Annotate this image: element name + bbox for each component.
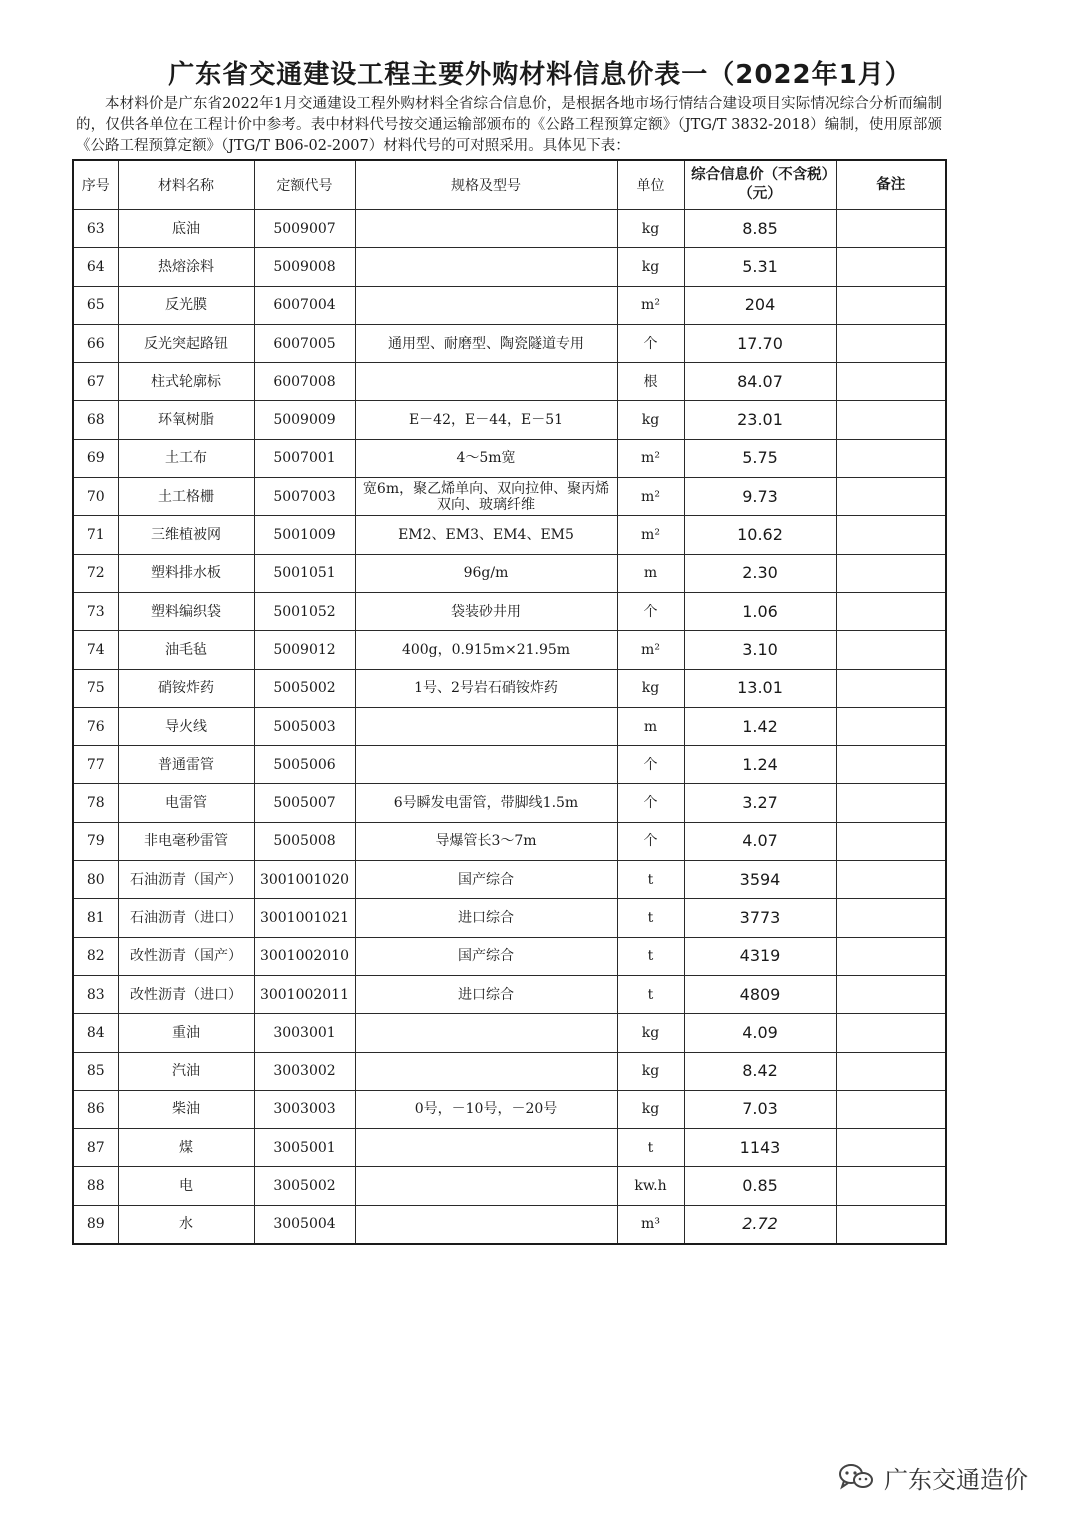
header-code: 定额代号: [254, 160, 355, 210]
cell-no: 73: [73, 592, 118, 630]
cell-unit: t: [617, 937, 684, 975]
cell-remark: [836, 554, 946, 592]
cell-spec: 4～5m宽: [355, 439, 617, 477]
cell-name: 土工格栅: [118, 478, 254, 516]
cell-remark: [836, 631, 946, 669]
cell-no: 68: [73, 401, 118, 439]
cell-spec: 6号瞬发电雷管，带脚线1.5m: [355, 784, 617, 822]
cell-unit: 个: [617, 784, 684, 822]
cell-code: 5009009: [254, 401, 355, 439]
cell-name: 环氧树脂: [118, 401, 254, 439]
cell-name: 水: [118, 1205, 254, 1244]
price-table: [72, 159, 947, 1245]
cell-remark: [836, 478, 946, 516]
cell-remark: [836, 439, 946, 477]
cell-remark: [836, 1052, 946, 1090]
header-price: 综合信息价（不含税）（元）: [684, 160, 836, 210]
cell-price: 5.75: [684, 439, 836, 477]
cell-name: 塑料编织袋: [118, 592, 254, 630]
cell-price: 5.31: [684, 248, 836, 286]
table-row: [73, 975, 946, 1013]
cell-remark: [836, 1167, 946, 1205]
cell-name: 三维植被网: [118, 516, 254, 554]
header-remark: 备注: [836, 160, 946, 210]
cell-no: 84: [73, 1014, 118, 1052]
cell-remark: [836, 516, 946, 554]
cell-spec: 400g，0.915m×21.95m: [355, 631, 617, 669]
cell-code: 3001002011: [254, 975, 355, 1013]
table-header: [73, 160, 946, 210]
cell-unit: m²: [617, 516, 684, 554]
table-row: [73, 401, 946, 439]
cell-unit: m²: [617, 631, 684, 669]
cell-unit: 个: [617, 746, 684, 784]
cell-code: 5009008: [254, 248, 355, 286]
cell-code: 5001052: [254, 592, 355, 630]
cell-spec: 96g/m: [355, 554, 617, 592]
table-row: [73, 516, 946, 554]
cell-price: 3.10: [684, 631, 836, 669]
cell-no: 77: [73, 746, 118, 784]
cell-no: 64: [73, 248, 118, 286]
cell-remark: [836, 401, 946, 439]
cell-code: 3005001: [254, 1129, 355, 1167]
table-row: [73, 554, 946, 592]
cell-code: 5005008: [254, 822, 355, 860]
cell-no: 74: [73, 631, 118, 669]
cell-price: 8.85: [684, 210, 836, 248]
cell-no: 69: [73, 439, 118, 477]
cell-price: 3773: [684, 899, 836, 937]
cell-remark: [836, 861, 946, 899]
cell-name: 改性沥青（进口）: [118, 975, 254, 1013]
cell-code: 5005003: [254, 707, 355, 745]
cell-price: 84.07: [684, 363, 836, 401]
cell-code: 5007001: [254, 439, 355, 477]
cell-no: 66: [73, 324, 118, 362]
table-row: [73, 592, 946, 630]
table-row: [73, 439, 946, 477]
cell-unit: kg: [617, 1014, 684, 1052]
cell-spec: [355, 707, 617, 745]
cell-code: 3001002010: [254, 937, 355, 975]
cell-unit: kg: [617, 248, 684, 286]
cell-spec: E－42，E－44，E－51: [355, 401, 617, 439]
cell-code: 3001001020: [254, 861, 355, 899]
cell-remark: [836, 822, 946, 860]
cell-code: 3003001: [254, 1014, 355, 1052]
table-row: [73, 669, 946, 707]
cell-unit: t: [617, 1129, 684, 1167]
cell-remark: [836, 669, 946, 707]
cell-no: 70: [73, 478, 118, 516]
cell-code: 6007005: [254, 324, 355, 362]
cell-no: 86: [73, 1090, 118, 1128]
cell-remark: [836, 1090, 946, 1128]
watermark: [838, 1460, 1028, 1494]
table-row: [73, 899, 946, 937]
cell-spec: 国产综合: [355, 937, 617, 975]
table-row: [73, 861, 946, 899]
cell-code: 5007003: [254, 478, 355, 516]
cell-remark: [836, 1129, 946, 1167]
cell-unit: 根: [617, 363, 684, 401]
cell-price: 2.30: [684, 554, 836, 592]
cell-unit: 个: [617, 324, 684, 362]
cell-code: 3003002: [254, 1052, 355, 1090]
cell-spec: [355, 1052, 617, 1090]
header-unit: 单位: [617, 160, 684, 210]
cell-name: 底油: [118, 210, 254, 248]
cell-remark: [836, 937, 946, 975]
cell-code: 5009012: [254, 631, 355, 669]
cell-spec: 0号，－10号，－20号: [355, 1090, 617, 1128]
table-row: [73, 1205, 946, 1244]
table-row: [73, 937, 946, 975]
cell-no: 79: [73, 822, 118, 860]
cell-price: 1.24: [684, 746, 836, 784]
cell-unit: kg: [617, 401, 684, 439]
table-row: [73, 478, 946, 516]
cell-no: 65: [73, 286, 118, 324]
header-name: 材料名称: [118, 160, 254, 210]
table-row: [73, 1090, 946, 1128]
cell-price: 2.72: [684, 1205, 836, 1244]
cell-remark: [836, 248, 946, 286]
table-row: [73, 784, 946, 822]
cell-spec: [355, 248, 617, 286]
cell-price: 1.42: [684, 707, 836, 745]
watermark-text: 广东交通造价: [884, 1465, 1028, 1494]
cell-price: 4.07: [684, 822, 836, 860]
intro-paragraph: 本材料价是广东省2022年1月交通建设工程外购材料全省综合信息价，是根据各地市场行情结合建设项目实际情况综合分析而编制的，仅供各单位在工程计价中参考。表中材料代号按交通运输部颁布的《公路工程预算定额》（JTG/T 3832-2018）编制，使用原部颁《公路工程预算定额》（JTG/T B06-02-2007）材料代号的可对照采用。具体见下表：: [76, 96, 942, 154]
cell-name: 普通雷管: [118, 746, 254, 784]
cell-remark: [836, 746, 946, 784]
cell-name: 煤: [118, 1129, 254, 1167]
wechat-icon: [838, 1463, 874, 1491]
cell-price: 8.42: [684, 1052, 836, 1090]
cell-remark: [836, 363, 946, 401]
cell-price: 10.62: [684, 516, 836, 554]
cell-remark: [836, 784, 946, 822]
cell-no: 82: [73, 937, 118, 975]
cell-remark: [836, 210, 946, 248]
cell-no: 71: [73, 516, 118, 554]
cell-price: 7.03: [684, 1090, 836, 1128]
cell-no: 85: [73, 1052, 118, 1090]
cell-remark: [836, 899, 946, 937]
header-no: 序号: [73, 160, 118, 210]
cell-name: 油毛毡: [118, 631, 254, 669]
cell-code: 5005006: [254, 746, 355, 784]
table-row: [73, 1014, 946, 1052]
cell-name: 改性沥青（国产）: [118, 937, 254, 975]
cell-remark: [836, 592, 946, 630]
cell-code: 5009007: [254, 210, 355, 248]
cell-price: 4319: [684, 937, 836, 975]
cell-price: 204: [684, 286, 836, 324]
cell-name: 石油沥青（国产）: [118, 861, 254, 899]
cell-code: 3001001021: [254, 899, 355, 937]
cell-remark: [836, 975, 946, 1013]
cell-unit: m²: [617, 478, 684, 516]
table-body: [73, 210, 946, 1245]
cell-code: 3003003: [254, 1090, 355, 1128]
cell-unit: m: [617, 554, 684, 592]
cell-no: 72: [73, 554, 118, 592]
cell-spec: 进口综合: [355, 975, 617, 1013]
cell-name: 重油: [118, 1014, 254, 1052]
cell-price: 3.27: [684, 784, 836, 822]
table-row: [73, 707, 946, 745]
cell-name: 柱式轮廓标: [118, 363, 254, 401]
cell-name: 塑料排水板: [118, 554, 254, 592]
table-row: [73, 363, 946, 401]
cell-code: 3005002: [254, 1167, 355, 1205]
cell-no: 67: [73, 363, 118, 401]
cell-spec: [355, 1205, 617, 1244]
cell-no: 88: [73, 1167, 118, 1205]
cell-code: 5005002: [254, 669, 355, 707]
cell-unit: t: [617, 861, 684, 899]
cell-name: 硝铵炸药: [118, 669, 254, 707]
cell-spec: 袋装砂井用: [355, 592, 617, 630]
table-row: [73, 286, 946, 324]
cell-no: 89: [73, 1205, 118, 1244]
table-row: [73, 1129, 946, 1167]
cell-name: 电雷管: [118, 784, 254, 822]
cell-remark: [836, 1014, 946, 1052]
cell-unit: kg: [617, 210, 684, 248]
cell-no: 81: [73, 899, 118, 937]
cell-price: 9.73: [684, 478, 836, 516]
cell-unit: m²: [617, 439, 684, 477]
table-row: [73, 324, 946, 362]
cell-code: 6007008: [254, 363, 355, 401]
cell-remark: [836, 707, 946, 745]
cell-spec: [355, 363, 617, 401]
cell-code: 5001009: [254, 516, 355, 554]
table-row: [73, 631, 946, 669]
cell-price: 13.01: [684, 669, 836, 707]
cell-unit: m³: [617, 1205, 684, 1244]
cell-spec: 宽6m，聚乙烯单向、双向拉伸、聚丙烯双向、玻璃纤维: [355, 478, 617, 516]
cell-no: 76: [73, 707, 118, 745]
cell-price: 4.09: [684, 1014, 836, 1052]
cell-spec: [355, 1167, 617, 1205]
cell-price: 17.70: [684, 324, 836, 362]
cell-unit: m: [617, 707, 684, 745]
cell-unit: kg: [617, 669, 684, 707]
cell-no: 75: [73, 669, 118, 707]
cell-unit: t: [617, 899, 684, 937]
cell-unit: 个: [617, 822, 684, 860]
cell-spec: 国产综合: [355, 861, 617, 899]
cell-code: 5001051: [254, 554, 355, 592]
cell-price: 4809: [684, 975, 836, 1013]
cell-remark: [836, 1205, 946, 1244]
cell-no: 80: [73, 861, 118, 899]
cell-no: 78: [73, 784, 118, 822]
cell-name: 汽油: [118, 1052, 254, 1090]
table-row: [73, 248, 946, 286]
cell-code: 5005007: [254, 784, 355, 822]
cell-no: 83: [73, 975, 118, 1013]
cell-spec: 导爆管长3～7m: [355, 822, 617, 860]
cell-price: 3594: [684, 861, 836, 899]
cell-name: 非电毫秒雷管: [118, 822, 254, 860]
cell-price: 1143: [684, 1129, 836, 1167]
cell-price: 0.85: [684, 1167, 836, 1205]
cell-unit: kg: [617, 1090, 684, 1128]
cell-remark: [836, 324, 946, 362]
cell-price: 1.06: [684, 592, 836, 630]
table-row: [73, 1052, 946, 1090]
cell-unit: m²: [617, 286, 684, 324]
cell-price: 23.01: [684, 401, 836, 439]
page-title: 广东省交通建设工程主要外购材料信息价表一（2022年1月）: [168, 60, 912, 90]
cell-name: 柴油: [118, 1090, 254, 1128]
cell-unit: kw.h: [617, 1167, 684, 1205]
cell-name: 土工布: [118, 439, 254, 477]
cell-spec: EM2、EM3、EM4、EM5: [355, 516, 617, 554]
cell-spec: 通用型、耐磨型、陶瓷隧道专用: [355, 324, 617, 362]
cell-name: 导火线: [118, 707, 254, 745]
cell-no: 63: [73, 210, 118, 248]
cell-spec: 进口综合: [355, 899, 617, 937]
cell-name: 电: [118, 1167, 254, 1205]
cell-remark: [836, 286, 946, 324]
header-spec: 规格及型号: [355, 160, 617, 210]
cell-code: 6007004: [254, 286, 355, 324]
table-row: [73, 746, 946, 784]
cell-spec: [355, 1129, 617, 1167]
cell-name: 热熔涂料: [118, 248, 254, 286]
cell-name: 反光膜: [118, 286, 254, 324]
cell-unit: kg: [617, 1052, 684, 1090]
cell-name: 反光突起路钮: [118, 324, 254, 362]
cell-name: 石油沥青（进口）: [118, 899, 254, 937]
cell-spec: [355, 210, 617, 248]
cell-spec: 1号、2号岩石硝铵炸药: [355, 669, 617, 707]
cell-code: 3005004: [254, 1205, 355, 1244]
table-row: [73, 822, 946, 860]
cell-spec: [355, 1014, 617, 1052]
cell-unit: 个: [617, 592, 684, 630]
cell-no: 87: [73, 1129, 118, 1167]
cell-spec: [355, 746, 617, 784]
cell-spec: [355, 286, 617, 324]
table-row: [73, 210, 946, 248]
table-row: [73, 1167, 946, 1205]
cell-unit: t: [617, 975, 684, 1013]
